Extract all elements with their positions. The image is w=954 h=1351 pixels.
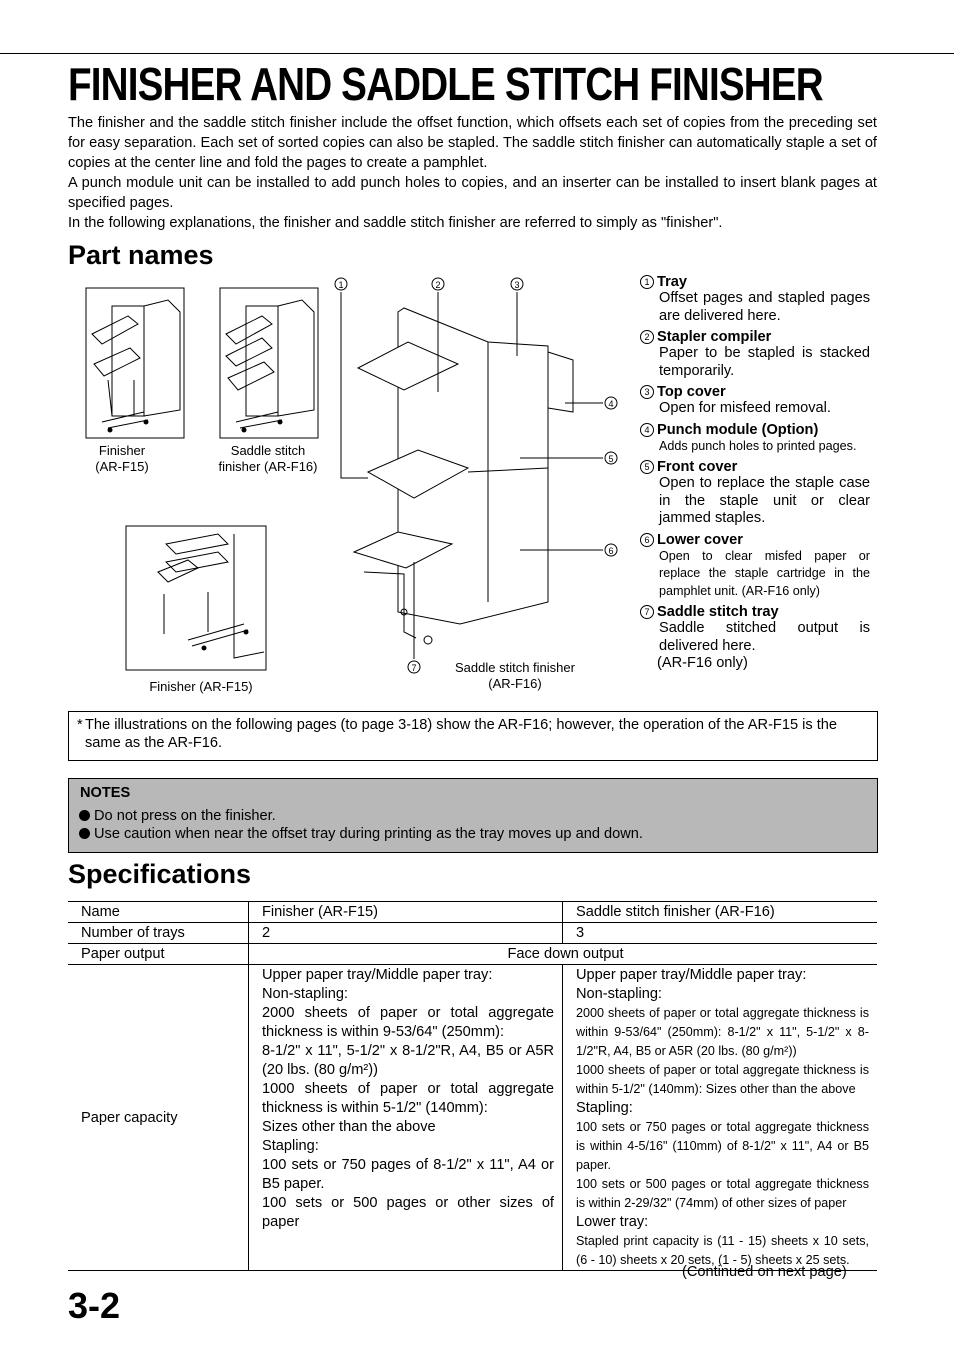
part-title: Lower cover (657, 531, 743, 548)
table-row (68, 902, 877, 923)
part-title: Tray (657, 274, 688, 290)
part-title: Stapler compiler (657, 329, 772, 345)
svg-text:7: 7 (411, 663, 417, 673)
part-item-saddle-stitch-tray (640, 604, 870, 673)
number-badge: 4 (640, 423, 654, 437)
number-badge: 7 (640, 605, 654, 619)
svg-text:3: 3 (514, 280, 520, 290)
number-badge: 3 (640, 385, 654, 399)
leader-line (341, 292, 368, 478)
intro-paragraph: A punch module unit can be installed to add punch holes to copies, and an inserter can be installed to insert blank pages at specified pages. (68, 175, 877, 211)
part-description: Open for misfeed removal. (659, 400, 831, 416)
part-description: Adds punch holes to printed pages. (659, 438, 857, 453)
table-cell: Upper paper tray/Middle paper tray: Non-stapling: 2000 sheets of paper or total aggregate thickness is within 9-53/64" (250mm): 8-1/2" x 11", 5-1/2" x 8-1/2"R, A4, B5 or A5R (20 lbs. (80 g/m²)) 1000 sheets of paper or total aggregate thickness is within 5-1/2" (140mm): Sizes other than the above Stapling: 100 sets or 750 pages of 8-1/2" x 11", A4 or B5 paper. 100 sets or 500 pages or other sizes of paper (249, 965, 563, 1271)
table-row (68, 923, 877, 944)
saddle-large-image (354, 308, 573, 644)
callout-7 (408, 661, 420, 673)
callout-6 (605, 544, 617, 556)
svg-text:6: 6 (608, 546, 614, 556)
part-item-lower-cover (640, 532, 870, 601)
specifications-heading: Specifications (68, 859, 252, 889)
svg-text:1: 1 (338, 280, 344, 290)
note-item: Do not press on the finisher. (79, 808, 276, 824)
part-item-top-cover (640, 384, 870, 418)
svg-text:2: 2 (435, 280, 441, 290)
footnote-box (68, 711, 878, 761)
continued-note: (Continued on next page) (682, 1264, 847, 1280)
part-description: Saddle stitched output is delivered here. (659, 620, 870, 654)
table-cell: Paper output (68, 944, 249, 965)
table-cell: 3 (563, 923, 878, 944)
svg-text:5: 5 (608, 454, 614, 464)
table-cell: Number of trays (68, 923, 249, 944)
part-item-stapler-compiler (640, 329, 870, 380)
part-item-punch-module (640, 422, 870, 456)
table-cell: Paper capacity (68, 965, 249, 1271)
caption-saddle-small: Saddle stitch (230, 443, 306, 458)
part-list (640, 274, 870, 677)
caption-finisher-large: Finisher (AR-F15) (149, 679, 253, 694)
callout-5 (605, 452, 617, 464)
part-description: Open to clear misfed paper or replace the staple cartridge in the pamphlet unit. (AR-F16 only) (659, 548, 870, 598)
part-title: Top cover (657, 384, 726, 400)
callout-3 (511, 278, 523, 290)
table-cell: Finisher (AR-F15) (249, 902, 563, 923)
saddle-small-image (220, 288, 318, 438)
table-cell: Upper paper tray/Middle paper tray: Non-stapling: 2000 sheets of paper or total aggregate thickness is within 9-53/64" (250mm): 8-1/2" x 11", 5-1/2" x 8-1/2"R, A4, B5 or A5R (20 lbs. (80 g/m²)) 1000 sheets of paper or total aggregate thickness is within 5-1/2" (140mm): Sizes other than the above Stapling: 100 sets or 750 pages or total aggregate thickness is within 4-5/16" (110mm) of 8-1/2" x 11", A4 or B5 paper. 100 sets or 500 pages or total aggregate thickness is within 2-29/32" (74mm) of other sizes of paper Lower tray: Stapled print capacity is (11 - 15) sheets x 10 sets, (6 - 10) sheets x 20 sets, (1 - 5) sheets x 25 sets. (563, 965, 878, 1271)
part-description: Open to replace the staple case in the staple unit or clear jammed staples. (659, 475, 870, 526)
part-item-tray (640, 274, 870, 325)
part-description: Offset pages and stapled pages are delivered here. (659, 290, 870, 324)
bullet-icon (79, 810, 90, 821)
page-number: 3-2 (68, 1285, 121, 1326)
svg-text:4: 4 (608, 399, 614, 409)
part-description: Paper to be stapled is stacked temporarily. (659, 345, 870, 379)
caption-saddle-large: Saddle stitch finisher (455, 660, 575, 675)
number-badge: 5 (640, 460, 654, 474)
notes-title: NOTES (80, 785, 131, 801)
footnote-text: The illustrations on the following pages (to page 3-18) show the AR-F16; however, the operation of the AR-F15 is the same as the AR-F16. (85, 717, 838, 751)
finisher-large-image (126, 526, 266, 670)
part-title: Front cover (657, 459, 738, 475)
part-title: Saddle stitch tray (657, 604, 779, 620)
part-description: (AR-F16 only) (657, 655, 748, 671)
intro-paragraph: The finisher and the saddle stitch finisher include the offset function, which offsets each set of copies from the preceding set for easy separation. Each set of sorted copies can also be stapled. The saddle stitch finisher can automatically staple a set of copies at the center line and fold the pages to create a pamphlet. (68, 115, 877, 171)
header-rule (0, 53, 954, 54)
table-cell: Name (68, 902, 249, 923)
number-badge: 1 (640, 275, 654, 289)
footnote-mark: * (77, 717, 83, 733)
number-badge: 2 (640, 330, 654, 344)
part-title: Punch module (Option) (657, 421, 819, 438)
table-row (68, 944, 877, 965)
caption-finisher-small: (AR-F15) (95, 459, 149, 474)
part-item-front-cover (640, 459, 870, 528)
note-item: Use caution when near the offset tray during printing as the tray moves up and down. (79, 826, 643, 842)
caption-saddle-large: (AR-F16) (488, 676, 542, 691)
table-cell: 2 (249, 923, 563, 944)
callout-1 (335, 278, 347, 290)
intro-paragraph: In the following explanations, the finisher and saddle stitch finisher are referred to simply as "finisher". (68, 215, 723, 231)
finisher-illustration (68, 272, 633, 704)
table-row (68, 965, 877, 1271)
specifications-table (68, 901, 877, 1271)
part-names-heading: Part names (68, 240, 214, 270)
notes-box (68, 778, 878, 853)
page-title: FINISHER AND SADDLE STITCH FINISHER (68, 58, 823, 110)
caption-finisher-small: Finisher (98, 443, 146, 458)
number-badge: 6 (640, 533, 654, 547)
callout-2 (432, 278, 444, 290)
intro-text (68, 113, 877, 233)
bullet-icon (79, 828, 90, 839)
finisher-small-image (86, 288, 184, 438)
table-cell: Saddle stitch finisher (AR-F16) (563, 902, 878, 923)
caption-saddle-small: finisher (AR-F16) (218, 459, 318, 474)
callout-4 (605, 397, 617, 409)
table-cell: Face down output (249, 944, 878, 965)
